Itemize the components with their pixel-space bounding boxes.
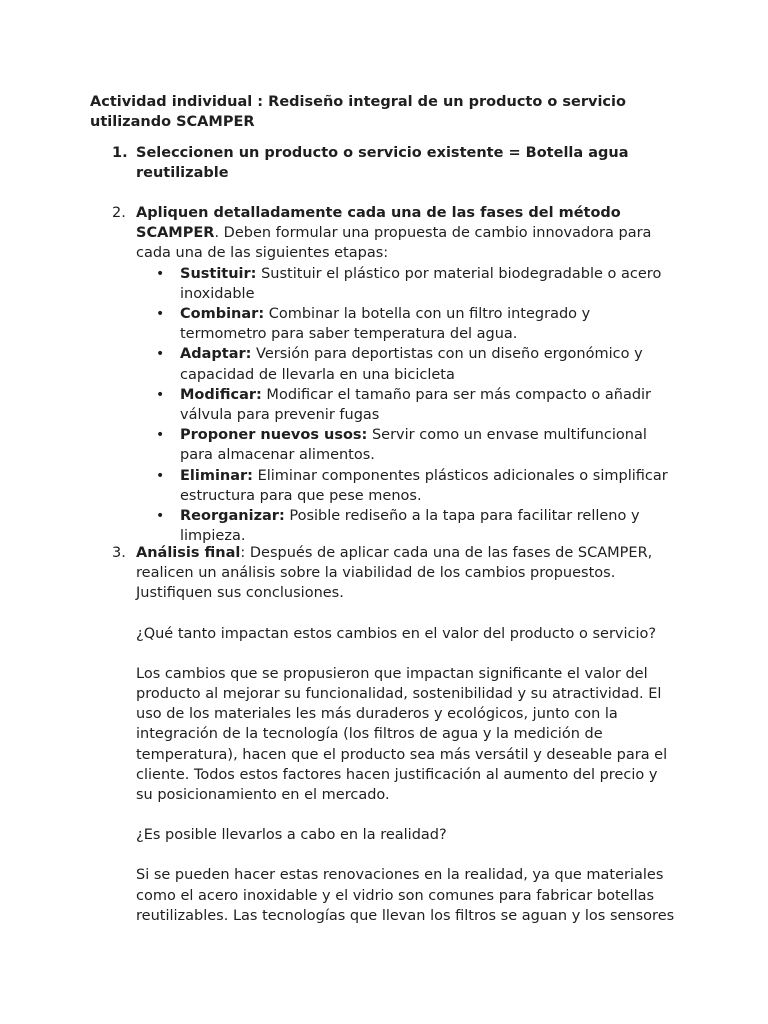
phase-label: Sustituir: [180, 265, 257, 282]
item-intro [136, 543, 676, 604]
list-item [136, 304, 676, 344]
bullet-icon: • [156, 467, 165, 484]
phase-label: Modificar: [180, 386, 262, 403]
item-number: 2. [112, 205, 126, 221]
phase-text: Servir como un envase multifuncional para almacenar alimentos. [180, 427, 647, 464]
question-2: ¿Es posible llevarlos a cabo en la realidad? [136, 827, 447, 844]
item-number: 3. [112, 545, 126, 561]
bullet-icon: • [156, 265, 165, 282]
item-number: 1. [112, 145, 128, 161]
list-item [136, 344, 676, 384]
phase-text: Posible rediseño a la tapa para facilitar relleno y limpieza. [180, 508, 640, 545]
bullet-icon: • [156, 386, 165, 403]
phase-text: Eliminar componentes plásticos adicionales o simplificar estructura para que pese menos. [180, 467, 668, 504]
phase-text: Versión para deportistas con un diseño ergonómico y capacidad de llevarla en una bicicleta [180, 346, 643, 383]
list-item [136, 425, 676, 465]
bullet-icon: • [156, 346, 165, 363]
bullet-icon: • [156, 508, 165, 525]
phase-label: Reorganizar: [180, 508, 285, 525]
document-title: Actividad individual : Rediseño integral de un producto o servicio utilizando SCAMPER [90, 94, 626, 130]
bullet-icon: • [156, 427, 165, 444]
list-item [136, 506, 676, 546]
phase-text: Combinar la botella con un filtro integrado y termometro para saber temperatura del agua. [180, 306, 591, 343]
item-content [136, 543, 676, 926]
item-description: : Después de aplicar cada una de las fases de SCAMPER, realicen un análisis sobre la viabilidad de los cambios propuestos. Justifiquen sus conclusiones. [136, 545, 653, 602]
method-name: SCAMPER [136, 225, 215, 242]
item-heading: Apliquen detalladamente cada una de las fases del método [136, 205, 621, 221]
item-intro [136, 203, 676, 264]
phase-label: Combinar: [180, 306, 265, 323]
scamper-list [136, 264, 676, 547]
phase-label: Eliminar: [180, 467, 253, 484]
list-item [136, 466, 676, 506]
item-heading: Análisis final [136, 545, 241, 561]
item-content [136, 203, 676, 546]
question-1: ¿Qué tanto impactan estos cambios en el valor del producto o servicio? [136, 625, 657, 642]
bullet-icon: • [156, 306, 165, 323]
list-item [136, 385, 676, 425]
answer-1: Los cambios que se propusieron que impactan significante el valor del producto al mejorar su funcionalidad, sostenibilidad y su atractividad. El uso de los materiales les más duraderos y ecológicos, junto con la integración de la tecnología (los filtros de agua y la medición de temperatura), hacen que el producto sea más versátil y deseable para el cliente. Todos estos factores hacen justificación al aumento del precio y su posicionamiento en el mercado. [136, 665, 668, 804]
answer-2: Si se pueden hacer estas renovaciones en la realidad, ya que materiales como el acero inoxidable y el vidrio son comunes para fabricar botellas reutilizables. Las tecnologías que llevan los filtros se aguan y los sensores [136, 867, 675, 924]
phase-text: Modificar el tamaño para ser más compacto o añadir válvula para prevenir fugas [180, 386, 652, 424]
phase-label: Adaptar: [180, 346, 252, 363]
phase-text: Sustituir el plástico por material biodegradable o acero inoxidable [180, 265, 662, 302]
item-description: . Deben formular una propuesta de cambio innovadora para cada una de las siguientes etapas: [136, 225, 652, 262]
item-heading: Seleccionen un producto o servicio existente = Botella agua reutilizable [136, 145, 629, 182]
phase-label: Proponer nuevos usos: [180, 427, 368, 444]
list-item [136, 264, 676, 304]
